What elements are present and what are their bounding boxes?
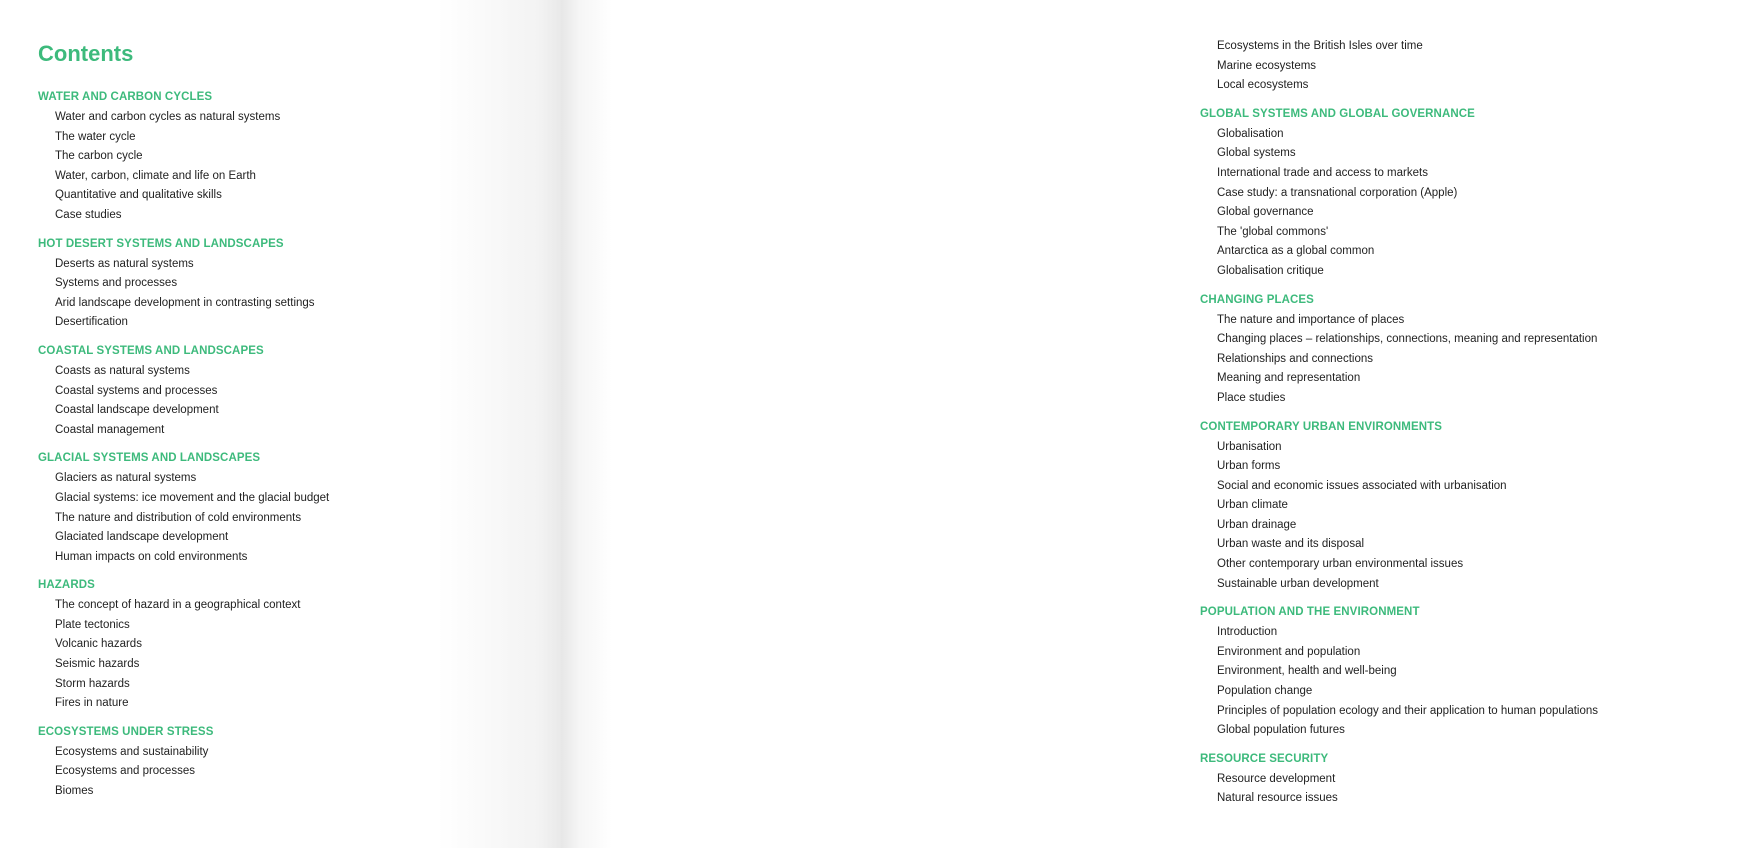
contents-entry-global-population-futures[interactable]: Global population futures (1217, 724, 1345, 737)
contents-entry-urbanisation[interactable]: Urbanisation (1217, 440, 1282, 453)
contents-entry-the-nature-and-importance-of-places[interactable]: The nature and importance of places (1217, 313, 1405, 326)
left-contents-column (38, 87, 578, 802)
contents-entry-relationships-and-connections[interactable]: Relationships and connections (1217, 352, 1373, 365)
contents-entry-ecosystems-and-sustainability[interactable]: Ecosystems and sustainability (55, 745, 209, 758)
contents-entry-the-nature-and-distribution-of-cold-environments[interactable]: The nature and distribution of cold environments (55, 511, 302, 524)
section-heading-resource-security[interactable]: RESOURCE SECURITY (1200, 752, 1329, 765)
contents-entry-environment-and-population[interactable]: Environment and population (1217, 645, 1361, 658)
contents-entry-coastal-management[interactable]: Coastal management (55, 423, 165, 436)
contents-entry-the-water-cycle[interactable]: The water cycle (55, 130, 136, 143)
contents-entry-plate-tectonics[interactable]: Plate tectonics (55, 618, 130, 631)
contents-entry-other-contemporary-urban-environmental-issues[interactable]: Other contemporary urban environmental issues (1217, 558, 1464, 571)
section-heading-ecosystems-under-stress[interactable]: ECOSYSTEMS UNDER STRESS (38, 725, 214, 738)
contents-entry-glaciated-landscape-development[interactable]: Glaciated landscape development (55, 531, 229, 544)
section-heading-glacial-systems-and-landscapes[interactable]: GLACIAL SYSTEMS AND LANDSCAPES (38, 452, 261, 465)
contents-entry-sustainable-urban-development[interactable]: Sustainable urban development (1217, 577, 1379, 590)
section-heading-hot-desert-systems-and-landscapes[interactable]: HOT DESERT SYSTEMS AND LANDSCAPES (38, 237, 284, 250)
right-contents-column (1200, 37, 1740, 809)
contents-entry-antarctica-as-a-global-common[interactable]: Antarctica as a global common (1217, 245, 1375, 258)
contents-entry-introduction[interactable]: Introduction (1217, 626, 1278, 639)
contents-entry-global-systems[interactable]: Global systems (1217, 147, 1296, 160)
contents-entry-globalisation-critique[interactable]: Globalisation critique (1217, 264, 1324, 277)
contents-entry-local-ecosystems[interactable]: Local ecosystems (1217, 79, 1309, 92)
contents-entry-case-studies[interactable]: Case studies (55, 208, 122, 221)
section-heading-population-and-the-environment[interactable]: POPULATION AND THE ENVIRONMENT (1200, 606, 1420, 619)
section-heading-coastal-systems-and-landscapes[interactable]: COASTAL SYSTEMS AND LANDSCAPES (38, 344, 264, 357)
contents-entry-storm-hazards[interactable]: Storm hazards (55, 677, 130, 690)
contents-entry-arid-landscape-development-in-contrasting-settings[interactable]: Arid landscape development in contrasting settings (55, 296, 315, 309)
contents-entry-urban-drainage[interactable]: Urban drainage (1217, 518, 1297, 531)
section-heading-global-systems-and-global-governance[interactable]: GLOBAL SYSTEMS AND GLOBAL GOVERNANCE (1200, 107, 1475, 120)
contents-entry-biomes[interactable]: Biomes (55, 785, 94, 798)
contents-entry-the-concept-of-hazard-in-a-geographical-context[interactable]: The concept of hazard in a geographical context (55, 599, 301, 612)
contents-entry-urban-forms[interactable]: Urban forms (1217, 460, 1281, 473)
contents-entry-place-studies[interactable]: Place studies (1217, 391, 1286, 404)
section-heading-changing-places[interactable]: CHANGING PLACES (1200, 293, 1314, 306)
contents-entry-social-and-economic-issues-associated-with-urbanisation[interactable]: Social and economic issues associated with urbanisation (1217, 479, 1507, 492)
contents-entry-deserts-as-natural-systems[interactable]: Deserts as natural systems (55, 257, 194, 270)
contents-entry-the-carbon-cycle[interactable]: The carbon cycle (55, 150, 143, 163)
contents-entry-systems-and-processes[interactable]: Systems and processes (55, 277, 178, 290)
right-page (561, 0, 1599, 848)
contents-entry-meaning-and-representation[interactable]: Meaning and representation (1217, 372, 1361, 385)
contents-entry-changing-places-relationships-connections-meaning-and-representation[interactable]: Changing places – relationships, connections, meaning and representation (1217, 333, 1598, 346)
contents-entry-fires-in-nature[interactable]: Fires in nature (55, 697, 129, 710)
page-title: Contents (38, 41, 134, 66)
section-heading-contemporary-urban-environments[interactable]: CONTEMPORARY URBAN ENVIRONMENTS (1200, 420, 1443, 433)
contents-entry-natural-resource-issues[interactable]: Natural resource issues (1217, 792, 1338, 805)
contents-entry-glaciers-as-natural-systems[interactable]: Glaciers as natural systems (55, 472, 197, 485)
contents-entry-the-global-commons[interactable]: The 'global commons' (1217, 225, 1329, 238)
contents-entry-ecosystems-in-the-british-isles-over-time[interactable]: Ecosystems in the British Isles over time (1217, 40, 1423, 52)
contents-entry-ecosystems-and-processes[interactable]: Ecosystems and processes (55, 765, 195, 778)
contents-entry-water-carbon-climate-and-life-on-earth[interactable]: Water, carbon, climate and life on Earth (55, 169, 256, 182)
contents-entry-human-impacts-on-cold-environments[interactable]: Human impacts on cold environments (55, 550, 248, 563)
contents-entry-marine-ecosystems[interactable]: Marine ecosystems (1217, 59, 1317, 72)
contents-entry-seismic-hazards[interactable]: Seismic hazards (55, 658, 140, 671)
contents-entry-case-study-a-transnational-corporation-apple[interactable]: Case study: a transnational corporation (Apple) (1217, 186, 1458, 199)
contents-entry-coasts-as-natural-systems[interactable]: Coasts as natural systems (55, 364, 190, 377)
contents-entry-urban-climate[interactable]: Urban climate (1217, 499, 1288, 512)
contents-entry-desertification[interactable]: Desertification (55, 316, 128, 329)
section-heading-water-and-carbon-cycles[interactable]: WATER AND CARBON CYCLES (38, 91, 213, 103)
contents-entry-principles-of-population-ecology-and-their-application-to-human-populations[interactable]: Principles of population ecology and their application to human populations (1217, 704, 1599, 717)
contents-entry-population-change[interactable]: Population change (1217, 685, 1313, 698)
contents-entry-volcanic-hazards[interactable]: Volcanic hazards (55, 638, 142, 651)
contents-entry-coastal-landscape-development[interactable]: Coastal landscape development (55, 404, 219, 417)
contents-entry-globalisation[interactable]: Globalisation (1217, 127, 1284, 140)
contents-entry-urban-waste-and-its-disposal[interactable]: Urban waste and its disposal (1217, 538, 1365, 551)
contents-entry-resource-development[interactable]: Resource development (1217, 772, 1336, 785)
contents-entry-water-and-carbon-cycles-as-natural-systems[interactable]: Water and carbon cycles as natural systems (55, 111, 281, 123)
left-page (0, 0, 561, 848)
contents-entry-glacial-systems-ice-movement-and-the-glacial-budget[interactable]: Glacial systems: ice movement and the glacial budget (55, 491, 330, 504)
contents-entry-coastal-systems-and-processes[interactable]: Coastal systems and processes (55, 384, 218, 397)
contents-entry-global-governance[interactable]: Global governance (1217, 206, 1314, 219)
contents-entry-international-trade-and-access-to-markets[interactable]: International trade and access to markets (1217, 166, 1428, 179)
section-heading-hazards[interactable]: HAZARDS (38, 579, 95, 592)
contents-entry-quantitative-and-qualitative-skills[interactable]: Quantitative and qualitative skills (55, 189, 222, 202)
contents-entry-environment-health-and-well-being[interactable]: Environment, health and well-being (1217, 665, 1397, 678)
